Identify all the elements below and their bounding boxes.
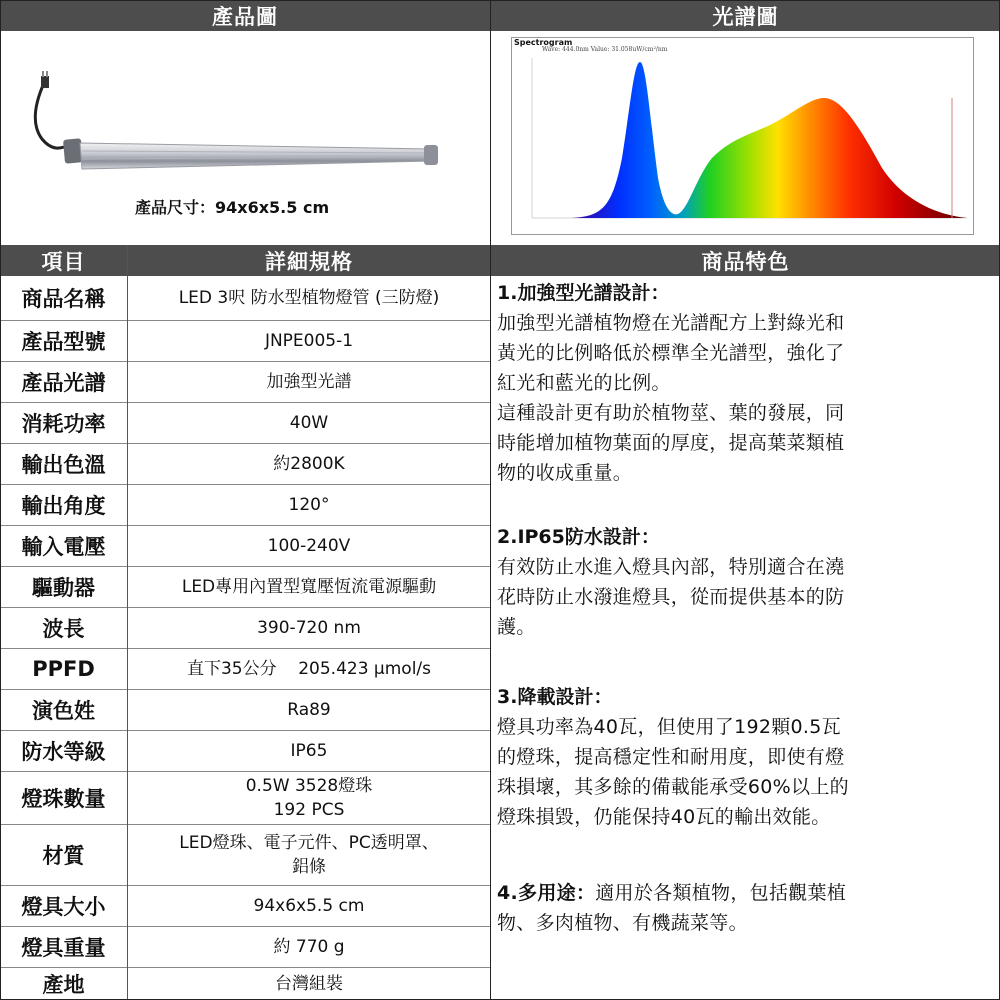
feature-4-line: 物、多肉植物、有機蔬菜等。 [497,912,748,934]
spec-label-spectrum: 產品光譜 [21,371,106,395]
feature-2-line: 護。 [497,616,536,638]
spec-label-led-count: 燈珠數量 [21,787,106,811]
spec-value-ip-rating: IP65 [290,741,328,761]
feature-2-line: 有效防止水進入燈具內部，特別適合在澆 [497,556,845,578]
feature-1-line: 時能增加植物葉面的厚度，提高葉菜類植 [497,432,845,454]
spec-label-beam-angle: 輸出角度 [21,494,106,518]
spec-label-origin: 產地 [42,972,85,997]
product-dimension-caption: 產品尺寸：94x6x5.5 cm [135,198,330,217]
spec-label-wavelength: 波長 [42,617,85,641]
spectrum-frame [511,37,974,235]
spec-value-material [128,825,490,885]
spec-value-material-line2: 鋁條 [292,857,326,877]
features-header-label: 商品特色 [701,249,790,274]
spec-value-power: 40W [289,413,329,433]
feature-3-title: 3.降載設計： [497,686,613,708]
feature-1-line: 加強型光譜植物燈在光譜配方上對綠光和 [497,312,845,334]
product-image-header [0,0,490,31]
item-header [0,245,127,276]
features-header [491,245,1000,276]
spec-label-driver: 驅動器 [32,576,95,600]
spec-label-weight: 燈具重量 [21,936,106,960]
spec-value-wavelength: 390-720 nm [257,618,361,638]
spec-value-model: JNPE005-1 [264,331,354,351]
spec-value-size: 94x6x5.5 cm [253,896,365,916]
feature-3 [497,682,997,832]
feature-1-line: 物的收成重量。 [497,462,633,484]
feature-3-line: 珠損壞，其多餘的備載能承受60%以上的 [497,776,849,798]
spec-value-cri: Ra89 [287,700,331,720]
feature-4 [497,878,997,938]
feature-1-title: 1.加強型光譜設計： [497,282,670,304]
spec-value-led-count-line2: 192 PCS [273,800,345,820]
spec-value-driver: LED專用內置型寬壓恆流電源驅動 [181,577,437,597]
product-image-header-label: 產品圖 [212,4,278,29]
spectrum-title: Spectrogram [514,38,573,47]
feature-2-title: 2.IP65防水設計： [497,526,660,548]
spec-label-cri: 演色姓 [32,699,95,723]
spec-label-color-temp: 輸出色溫 [21,453,106,477]
spec-label-material: 材質 [42,844,85,868]
spectrum-readout: Wave: 444.0nm Value: 31.058uW/cm²/nm [542,46,668,53]
spec-label-ip-rating: 防水等級 [21,740,106,764]
spec-value-led-count-line1: 0.5W 3528燈珠 [245,776,373,796]
spec-label-size: 燈具大小 [21,895,106,919]
spec-label-product-name: 商品名稱 [21,287,106,311]
feature-1-line: 紅光和藍光的比例。 [497,372,671,394]
spec-header-label: 詳細規格 [265,249,353,274]
spectrum-chart [512,38,975,236]
spec-value-ppfd: 直下35公分 205.423 μmol/s [186,659,432,679]
spec-label-input-voltage: 輸入電壓 [21,535,106,559]
feature-1 [497,278,997,488]
spec-label-power: 消耗功率 [21,412,106,436]
spec-value-origin: 台灣組裝 [275,973,343,994]
feature-3-line: 的燈珠，提高穩定性和耐用度，即使有燈 [497,746,845,768]
divider-left [0,0,1,1000]
spec-header [128,245,490,276]
feature-3-line: 燈具功率為40瓦，但使用了192顆0.5瓦 [497,716,841,738]
spec-value-beam-angle: 120° [288,495,330,515]
spectrum-image-header-label: 光譜圖 [712,4,779,29]
item-header-label: 項目 [41,249,86,274]
feature-1-line: 這種設計更有助於植物莖、葉的發展，同 [497,402,845,424]
spec-value-input-voltage: 100-240V [267,536,351,556]
feature-4-first-line [497,878,997,908]
spectrum-panel [491,31,1000,245]
feature-3-line: 燈珠損毀，仍能保持40瓦的輸出效能。 [497,806,831,828]
features-panel [491,276,1000,1000]
feature-2-line: 花時防止水潑進燈具，從而提供基本的防 [497,586,845,608]
divider-spec-vertical [127,245,128,1000]
spec-value-color-temp: 約2800K [273,454,345,474]
spec-table [0,276,490,1000]
feature-4-inline: 適用於各類植物，包括觀葉植 [595,882,847,904]
spec-value-material-line1: LED燈珠、電子元件、PC透明罩、 [179,833,439,853]
divider-top [0,0,1000,1]
spec-label-model: 產品型號 [21,330,106,354]
divider-main-vertical [490,0,491,1000]
product-image-panel [0,31,490,245]
feature-1-line: 黃光的比例略低於標準全光譜型，強化了 [497,342,845,364]
spec-value-spectrum: 加強型光譜 [266,372,352,392]
led-tube-illustration [0,31,490,201]
spec-value-led-count [128,772,490,824]
spec-value-product-name: LED 3呎 防水型植物燈管 (三防燈) [178,288,440,308]
spectrum-image-header [491,0,1000,31]
spec-value-weight: 約 770 g [273,937,345,957]
feature-4-title: 4.多用途： [497,882,596,904]
feature-2 [497,522,997,642]
spec-label-ppfd: PPFD [32,657,95,681]
